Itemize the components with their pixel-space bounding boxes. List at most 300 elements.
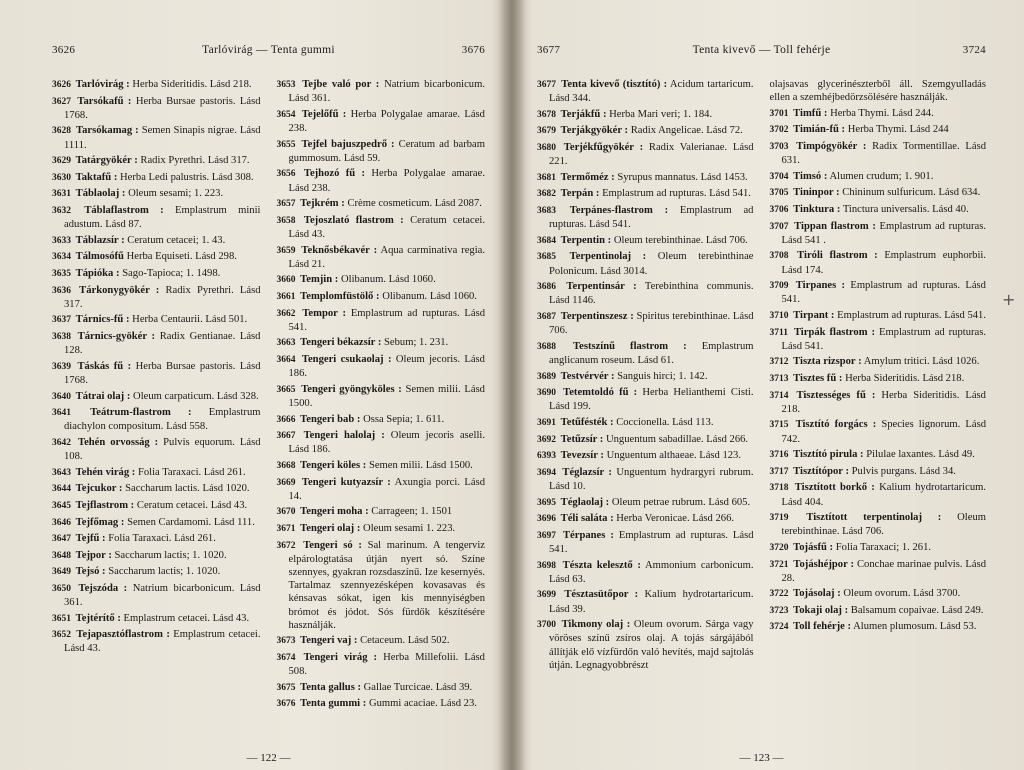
entry-number: 3671 xyxy=(276,523,296,534)
entry-definition: Natrium bicarbonicum. Lásd 361. xyxy=(64,582,261,609)
entry-headword: Táblaflastrom : xyxy=(84,204,164,216)
dictionary-entry xyxy=(277,353,486,380)
entry-headword: Tinktura : xyxy=(793,203,841,215)
entry-number: 3713 xyxy=(769,373,789,384)
entry-definition: Unguentum sabadillae. Lásd 266. xyxy=(605,433,749,445)
entry-headword: Tengeri moha : xyxy=(300,506,369,518)
entry-headword: Tejoszlató flastrom : xyxy=(303,214,404,226)
entry-headword: Tininpor : xyxy=(793,187,840,199)
entry-headword: Tárnics-fű : xyxy=(75,314,130,326)
entry-number: 3672 xyxy=(276,540,296,551)
entry-number: 3707 xyxy=(769,221,789,232)
entry-definition: Herba Bursae pastoris. Lásd 1768. xyxy=(64,360,261,386)
entry-number: 3681 xyxy=(537,172,556,183)
dictionary-entry xyxy=(52,171,261,185)
dictionary-entry xyxy=(52,565,261,579)
entry-number: 3708 xyxy=(769,251,789,262)
dictionary-entry xyxy=(770,107,987,121)
entry-headword: Terjákfű : xyxy=(560,108,607,120)
entry-number: 3698 xyxy=(537,560,556,571)
dictionary-entry xyxy=(52,234,261,248)
dictionary-entry xyxy=(770,418,987,445)
entry-headword: Temjin : xyxy=(300,274,339,286)
dictionary-entry xyxy=(537,529,754,556)
entry-number: 3648 xyxy=(52,550,71,561)
entry-definition: Pulvis purgans. Lásd 34. xyxy=(851,465,956,477)
entry-definition: Sal marinum. A tengerviz elpárologtatása útján nyert só. Színe szennyes, gyakran rozsdaszínű. Ize kesernyés. Tartalmaz szennyezésképen kovasavas és kénsavas sókat, igen kis mennyiségben brómot és jódot. Sós fürdők készítésére használják. xyxy=(288,539,485,631)
entry-headword: Tokaji olaj : xyxy=(793,604,849,616)
entry-headword: Terpentinszesz : xyxy=(560,310,634,322)
dictionary-entry xyxy=(277,539,486,632)
entry-number: 3673 xyxy=(276,636,296,647)
entry-number: 3643 xyxy=(52,467,71,478)
dictionary-entry xyxy=(770,620,987,634)
entry-number: 3662 xyxy=(276,308,296,319)
entry-number: 3701 xyxy=(769,108,789,119)
entry-number: 3628 xyxy=(52,126,71,137)
header-last-entry: 3724 xyxy=(962,44,986,56)
dictionary-entry xyxy=(277,681,486,695)
entry-definition: Emplastrum ad rupturas. Lásd 541. xyxy=(837,309,986,321)
dictionary-entry xyxy=(537,449,754,463)
entry-definition: Balsamum copaivae. Lásd 249. xyxy=(850,604,984,616)
dictionary-entry xyxy=(277,214,486,241)
dictionary-entry xyxy=(277,634,486,648)
entry-definition: Emplastrum ad rupturas. Lásd 541. xyxy=(602,188,751,200)
entry-headword: Tisztességes fű : xyxy=(796,389,876,401)
dictionary-entry xyxy=(537,171,754,185)
entry-headword: Tarsókafű : xyxy=(77,95,132,107)
entry-definition: Crème cosmeticum. Lásd 2087. xyxy=(347,198,482,210)
entry-definition: Radix Gentianae. Lásd 128. xyxy=(64,330,261,357)
dictionary-entry xyxy=(537,433,754,447)
entry-number: 3679 xyxy=(537,126,556,137)
dictionary-entry xyxy=(277,138,486,165)
dictionary-entry xyxy=(52,187,261,201)
entry-headword: Tejfű : xyxy=(75,533,106,545)
entry-headword: Tetűfésték : xyxy=(560,416,614,428)
entry-number: 3682 xyxy=(537,189,556,200)
entry-number: 3649 xyxy=(52,567,71,578)
entry-definition: Terebinthina communis. Lásd 1146. xyxy=(549,281,754,307)
entry-definition: Radix Tormentillae. Lásd 631. xyxy=(781,140,986,167)
entry-headword: Teknősbékavér : xyxy=(301,244,378,256)
entry-number: 3694 xyxy=(537,467,556,478)
entry-headword: Timián-fű : xyxy=(793,124,846,136)
dictionary-entry xyxy=(277,697,486,711)
entry-definition: Emplastrum ad rupturas. Lásd 541. xyxy=(549,204,754,231)
entry-definition: Saccharum lactis. Lásd 1020. xyxy=(125,483,250,495)
entry-headword: Terpentinolaj : xyxy=(569,251,647,263)
entry-number: 3687 xyxy=(537,311,556,322)
dictionary-entry xyxy=(52,482,261,496)
dictionary-entry xyxy=(277,651,486,678)
entry-definition: Species lignorum. Lásd 742. xyxy=(781,419,986,445)
entry-headword: Tengeri békazsír : xyxy=(300,337,382,349)
margin-cross-mark: + xyxy=(1002,290,1016,309)
entry-definition: Cetaceum. Lásd 502. xyxy=(360,635,450,647)
entry-headword: Tirpák flastrom : xyxy=(793,326,876,338)
dictionary-entry xyxy=(770,279,987,306)
entry-definition: Unguentum althaeae. Lásd 123. xyxy=(606,450,742,462)
entry-headword: Tetűzsír : xyxy=(560,433,604,445)
entry-headword: Teátrum-flastrom : xyxy=(90,407,192,419)
entry-headword: Taktafű : xyxy=(75,171,118,183)
dictionary-entry xyxy=(537,466,754,493)
entry-definition: Folia Taraxaci. Lásd 261. xyxy=(108,533,216,545)
entry-headword: Tenta kivevő (tisztító) : xyxy=(561,79,668,90)
entry-number: 3715 xyxy=(769,420,789,431)
entry-number: 3717 xyxy=(769,466,789,477)
dictionary-entry xyxy=(537,187,754,201)
dictionary-entry xyxy=(52,284,261,311)
entry-definition: Olibanum. Lásd 1060. xyxy=(340,274,436,286)
entry-definition: Emplastrum anglicanum roseum. Lásd 61. xyxy=(549,340,754,366)
entry-headword: Tengeri vaj : xyxy=(300,635,358,647)
entry-definition: Ceratum cetacei. Lásd 43. xyxy=(136,499,248,511)
entry-definition: Kalium hydrotartaricum. Lásd 404. xyxy=(781,482,987,508)
entry-definition: Sanguis hirci; 1. 142. xyxy=(617,370,708,382)
entry-headword: Tejhozó fű : xyxy=(303,168,366,180)
entry-headword: Tisztító forgács : xyxy=(795,419,877,431)
entry-number: 3639 xyxy=(52,361,71,372)
entry-headword: Templomfüstölő : xyxy=(300,290,380,302)
entry-number: 3669 xyxy=(276,477,296,488)
entry-number: 3716 xyxy=(769,450,789,461)
entry-definition: Gallae Turcicae. Lásd 39. xyxy=(363,681,473,693)
dictionary-entry xyxy=(537,310,754,337)
entry-headword: Testszínű flastrom : xyxy=(573,340,687,352)
dictionary-entry xyxy=(52,549,261,563)
dictionary-entry xyxy=(52,628,261,655)
entry-headword: Tejsó : xyxy=(75,566,106,578)
entry-definition: Sebum; 1. 231. xyxy=(384,337,449,349)
entry-definition: Unguentum hydrargyri rubrum. Lásd 10. xyxy=(549,466,754,492)
entry-number: 3633 xyxy=(52,235,71,246)
entry-headword: Téglaolaj : xyxy=(560,496,610,508)
right-column-1 xyxy=(537,78,754,674)
entry-headword: Téglazsír : xyxy=(562,466,612,478)
entry-headword: Tejtérítő : xyxy=(75,612,121,624)
entry-headword: Terjékfűgyökér : xyxy=(563,141,644,153)
entry-number: 3642 xyxy=(52,437,71,448)
entry-definition: Spiritus terebinthinae. Lásd 706. xyxy=(549,310,754,337)
dictionary-entry xyxy=(52,466,261,480)
dictionary-entry xyxy=(277,522,486,536)
entry-number: 3637 xyxy=(52,315,71,326)
entry-number: 3695 xyxy=(537,497,556,508)
entry-number: 3718 xyxy=(769,483,789,494)
header-title: Tarlóvirág — Tenta gummi xyxy=(202,44,335,56)
entry-headword: Terpentin : xyxy=(560,234,612,246)
dictionary-entry xyxy=(770,326,987,353)
entry-definition: Herba Millefolii. Lásd 508. xyxy=(288,651,485,678)
entry-definition: Pulvis equorum. Lásd 108. xyxy=(64,436,261,463)
entry-number: 3666 xyxy=(276,414,296,425)
entry-number: 3646 xyxy=(52,517,71,528)
entry-number: 3644 xyxy=(52,484,71,495)
dictionary-entry xyxy=(537,340,754,367)
entry-definition: Emplastrum cetacei. Lásd 43. xyxy=(64,629,261,655)
entry-definition: Semen milii. Lásd 1500. xyxy=(368,459,473,471)
entry-headword: Toll fehérje : xyxy=(793,621,852,633)
entry-headword: Táblaolaj : xyxy=(75,188,126,200)
entry-definition: Oleum jecoris. Lásd 186. xyxy=(288,353,485,380)
entry-number: 3720 xyxy=(769,542,789,553)
entry-number: 3656 xyxy=(276,169,296,180)
entry-headword: Tiróli flastrom : xyxy=(797,250,878,262)
entry-number: 3692 xyxy=(537,434,556,445)
entry-headword: Tengeri csukaolaj : xyxy=(301,353,392,365)
entry-number: 3627 xyxy=(52,96,71,107)
entry-definition: Chininum sulfuricum. Lásd 634. xyxy=(842,187,981,199)
entry-definition: Herba Polygalae amarae. Lásd 238. xyxy=(288,168,485,194)
dictionary-entry xyxy=(537,204,754,231)
left-column-1 xyxy=(52,78,261,714)
entry-headword: Tojásolaj : xyxy=(793,588,841,600)
entry-headword: Tejflastrom : xyxy=(75,499,135,511)
entry-definition: Herba Ledi palustris. Lásd 308. xyxy=(120,171,254,183)
entry-headword: Tárkonygyökér : xyxy=(79,284,160,296)
dictionary-entry xyxy=(52,516,261,530)
entry-headword: Timpógyökér : xyxy=(796,140,867,152)
dictionary-entry xyxy=(52,267,261,281)
entry-definition: Conchae marinae pulvis. Lásd 28. xyxy=(781,558,987,584)
entry-number: 3663 xyxy=(276,338,296,349)
entry-definition: Herba Equiseti. Lásd 298. xyxy=(126,251,237,263)
entry-headword: Tarlóvirág : xyxy=(75,79,130,90)
entry-number: 3689 xyxy=(537,371,556,382)
dictionary-entry xyxy=(770,604,987,618)
dictionary-entry xyxy=(770,511,987,538)
entry-headword: Tenta gummi : xyxy=(300,698,367,710)
dictionary-entry xyxy=(770,203,987,217)
running-header xyxy=(52,44,485,64)
entry-number: 3686 xyxy=(537,282,556,293)
entry-number: 3706 xyxy=(769,204,789,215)
entry-number: 3659 xyxy=(276,245,296,256)
page-number: — 123 — xyxy=(739,752,784,764)
dictionary-entry xyxy=(770,558,987,585)
entry-number: 3709 xyxy=(769,281,789,292)
entry-number: 3641 xyxy=(52,408,71,419)
dictionary-entry xyxy=(277,108,486,135)
entry-number: 3658 xyxy=(276,215,296,226)
entry-definition: Emplastrum cetacei. Lásd 43. xyxy=(123,612,250,624)
entry-definition: Gummi acaciae. Lásd 23. xyxy=(368,698,477,710)
dictionary-entry xyxy=(537,416,754,430)
dictionary-entry xyxy=(537,512,754,526)
entry-number: 3710 xyxy=(769,310,789,321)
entry-definition: Oleum terebinthinae Polonicum. Lásd 3014. xyxy=(549,251,754,277)
entry-headword: Tengeri só : xyxy=(303,539,362,551)
entry-number: 3638 xyxy=(52,331,71,342)
dictionary-entry xyxy=(52,582,261,609)
dictionary-entry xyxy=(537,588,754,615)
entry-headword: Táblazsír : xyxy=(75,234,125,246)
entry-headword: Testvérvér : xyxy=(560,370,615,382)
entry-definition: Semen milii. Lásd 1500. xyxy=(288,383,485,409)
entry-headword: Tejbe való por : xyxy=(302,79,380,90)
entry-number: 3685 xyxy=(537,252,556,263)
entry-number: 3660 xyxy=(276,275,296,286)
page-number: — 122 — xyxy=(246,752,291,764)
entry-definition: Oleum sesami 1. 223. xyxy=(363,522,456,534)
entry-definition: Kalium hydrotartaricum. Lásd 39. xyxy=(549,589,754,615)
dictionary-entry xyxy=(52,499,261,513)
dictionary-entry xyxy=(770,541,987,555)
entry-headword: Tetemtoldó fű : xyxy=(563,387,638,399)
entry-definition: Oleum ovorum. Sárga vagy vöröses színű zsíros olaj. A tojás sárgájából állítják elő vízfürdőn való hevítés, majd sajtolás útján. Legnagyobbrészt xyxy=(549,619,754,671)
dictionary-entry xyxy=(770,249,987,276)
entry-headword: Tengeri kutyazsír : xyxy=(301,476,391,488)
entry-definition: Herba Sideritidis. Lásd 218. xyxy=(845,372,965,384)
entry-headword: Tejfel bajuszpedrő : xyxy=(301,138,395,150)
entry-headword: Tevezsír : xyxy=(560,450,604,462)
entry-number: 3667 xyxy=(276,431,296,442)
entry-definition: Radix Pyrethri. Lásd 317. xyxy=(140,155,250,167)
dictionary-entry xyxy=(537,234,754,248)
dictionary-entry xyxy=(52,406,261,433)
entry-headword: Termőméz : xyxy=(560,171,615,183)
entry-headword: Tejapasztóflastrom : xyxy=(76,629,170,641)
entry-definition: Ceratum cetacei; 1. 43. xyxy=(127,234,226,246)
entry-headword: Tápióka : xyxy=(75,267,120,279)
entry-definition: Carrageen; 1. 1501 xyxy=(371,506,453,518)
entry-number: 3636 xyxy=(52,285,71,296)
entry-number: 3678 xyxy=(537,109,556,120)
entry-definition: Herba Bursae pastoris. Lásd 1768. xyxy=(64,95,261,121)
dictionary-entry xyxy=(277,273,486,287)
entry-definition: Emplastrum minii adustum. Lásd 87. xyxy=(64,204,261,231)
dictionary-entry xyxy=(52,95,261,122)
dictionary-entry xyxy=(537,559,754,586)
dictionary-entry xyxy=(770,140,987,167)
header-title: Tenta kivevő — Toll fehérje xyxy=(692,44,831,56)
right-column-2 xyxy=(770,78,987,674)
entry-definition: Oleum carpaticum. Lásd 328. xyxy=(133,390,259,402)
entry-headword: Tehén orvosság : xyxy=(77,436,159,448)
entry-definition: Tinctura universalis. Lásd 40. xyxy=(842,203,969,215)
entry-headword: Tippan flastrom : xyxy=(794,220,876,232)
dictionary-entry xyxy=(52,360,261,387)
entry-number: 3665 xyxy=(276,384,296,395)
entry-definition: Aqua carminativa regia. Lásd 21. xyxy=(288,244,485,270)
entry-headword: Timfű : xyxy=(793,107,828,119)
dictionary-entry xyxy=(770,170,987,184)
header-last-entry: 3676 xyxy=(461,44,485,56)
entry-definition: Saccharum lactis; 1. 1020. xyxy=(114,549,227,561)
entry-headword: Terpánes-flastrom : xyxy=(569,204,669,216)
entry-headword: Tehén virág : xyxy=(75,466,136,478)
entry-number: 3699 xyxy=(537,590,556,601)
entry-number: 3629 xyxy=(52,156,71,167)
entry-headword: Tésztasütőpor : xyxy=(564,589,639,601)
entry-headword: Tejpor : xyxy=(75,549,112,561)
dictionary-entry xyxy=(770,372,987,386)
dictionary-entry xyxy=(52,330,261,357)
entry-definition: Herba Thymi. Lásd 244 xyxy=(847,124,949,136)
entry-definition: Emplastrum euphorbii. Lásd 174. xyxy=(781,250,986,276)
dictionary-entry xyxy=(770,448,987,462)
entry-headword: Tojásfű : xyxy=(793,541,834,553)
entry-number: 6393 xyxy=(537,451,556,462)
dictionary-entry xyxy=(277,459,486,473)
entry-definition: Radix Valerianae. Lásd 221. xyxy=(549,141,754,168)
entry-headword: Tejfőmag : xyxy=(75,516,125,528)
entry-number: 3655 xyxy=(276,139,296,150)
dictionary-entry xyxy=(52,313,261,327)
dictionary-entry xyxy=(770,186,987,200)
dictionary-entry xyxy=(770,355,987,369)
dictionary-entry xyxy=(537,496,754,510)
dictionary-entry xyxy=(537,250,754,277)
dictionary-entry xyxy=(277,505,486,519)
entry-definition: Syrupus mannatus. Lásd 1453. xyxy=(617,171,748,183)
entry-number: 3652 xyxy=(52,630,71,641)
entry-headword: Tátrai olaj : xyxy=(75,390,131,402)
dictionary-entry xyxy=(52,390,261,404)
entry-headword: Tejelőfű : xyxy=(301,108,347,120)
running-header xyxy=(537,44,986,64)
dictionary-entry xyxy=(277,336,486,350)
entry-number: 3683 xyxy=(537,205,556,216)
entry-headword: Tisztított terpentinolaj : xyxy=(806,512,942,524)
entry-number: 3721 xyxy=(769,559,789,570)
dictionary-entry xyxy=(277,307,486,334)
entry-definition: Acidum tartaricum. Lásd 344. xyxy=(549,79,754,105)
entry-definition: Semen Cardamomi. Lásd 111. xyxy=(127,516,255,528)
entry-headword: Tészta kelesztő : xyxy=(562,559,641,571)
entry-definition: Sago-Tapioca; 1. 1498. xyxy=(122,267,221,279)
entry-definition: Emplastrum ad rupturas. Lásd 541. xyxy=(288,307,486,333)
entry-number: 3696 xyxy=(537,514,556,525)
entry-number: 3690 xyxy=(537,388,556,399)
entry-definition: Radix Angelicae. Lásd 72. xyxy=(630,125,743,137)
entry-headword: Tempor : xyxy=(302,307,346,319)
entry-number: 3702 xyxy=(769,125,789,136)
entry-definition: Oleum petrae rubrum. Lásd 605. xyxy=(611,496,751,508)
dictionary-entry xyxy=(52,532,261,546)
entry-number: 3654 xyxy=(276,109,296,120)
entry-headword: Tejszóda : xyxy=(78,582,128,594)
entry-definition: Coccionella. Lásd 113. xyxy=(616,416,714,428)
entry-headword: Terpán : xyxy=(560,188,600,200)
entry-headword: Terpentinsár : xyxy=(566,281,637,293)
entry-number: 3675 xyxy=(276,682,296,693)
entry-definition: Folia Taraxaci; 1. 261. xyxy=(835,541,932,553)
entry-headword: Tirpanes : xyxy=(795,280,846,292)
entry-headword: Tisztító pirula : xyxy=(793,449,864,461)
entry-headword: Tisztított borkő : xyxy=(794,482,875,494)
dictionary-entry xyxy=(537,386,754,413)
entry-definition: Alumen plumosum. Lásd 53. xyxy=(853,621,977,633)
entry-definition: Semen Sinapis nigrae. Lásd 1111. xyxy=(64,125,261,151)
entry-definition: Herba Polygalae amarae. Lásd 238. xyxy=(288,108,485,134)
header-first-entry: 3626 xyxy=(52,44,76,56)
entry-definition: Oleum sesami; 1. 223. xyxy=(128,188,224,200)
entry-definition: Emplastrum ad rupturas. Lásd 541. xyxy=(781,326,986,352)
entry-definition: Ceratum ad barbam gummosum. Lásd 59. xyxy=(288,138,485,164)
entry-definition: Saccharum lactis; 1. 1020. xyxy=(108,566,221,578)
entry-definition: Oleum jecoris aselli. Lásd 186. xyxy=(288,430,485,456)
entry-number: 3697 xyxy=(537,530,556,541)
dictionary-entry xyxy=(277,413,486,427)
entry-definition: Axungia porci. Lásd 14. xyxy=(288,476,485,502)
entry-headword: Tenta gallus : xyxy=(300,681,361,693)
entry-headword: Térpanes : xyxy=(562,529,614,541)
entry-definition: Herba Mari veri; 1. 184. xyxy=(609,108,713,120)
